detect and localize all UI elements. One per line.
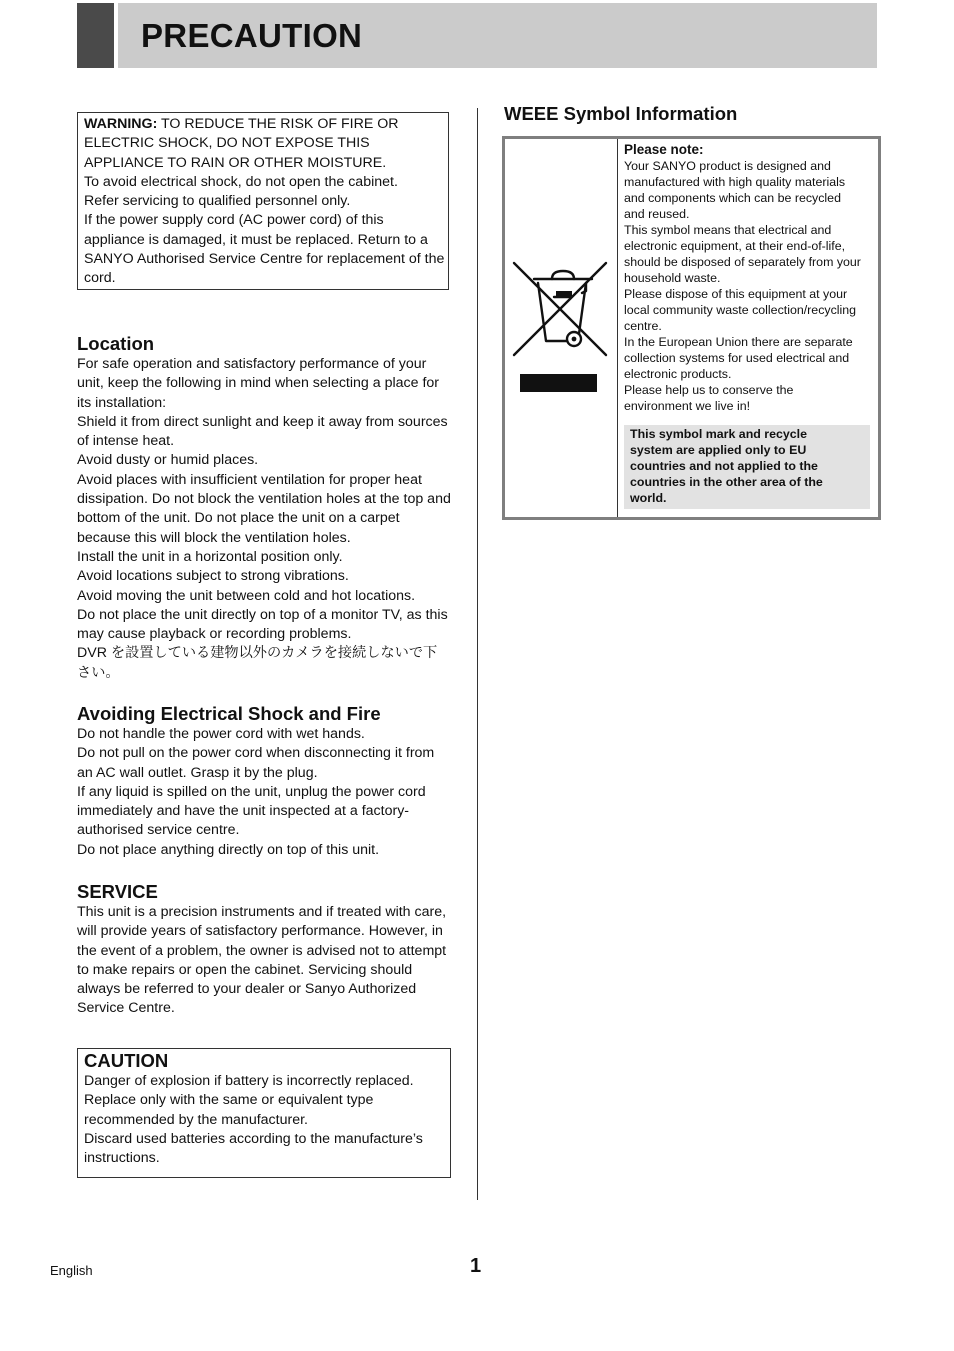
location-line: because this will block the ventilation holes. <box>77 529 351 546</box>
warning-first-line <box>84 115 442 134</box>
warning-line: appliance is damaged, it must be replaced. Return to a <box>84 231 428 248</box>
weee-line: local community waste collection/recycling <box>624 303 857 317</box>
service-heading: SERVICE <box>77 881 158 902</box>
eu-notice-line: This symbol mark and recycle <box>630 427 807 441</box>
weee-line: centre. <box>624 319 662 333</box>
location-line: may cause playback or recording problems. <box>77 626 352 643</box>
warning-line: APPLIANCE TO RAIN OR OTHER MOISTURE. <box>84 154 387 171</box>
location-section <box>77 333 452 683</box>
caution-box <box>77 1048 451 1178</box>
location-line: unit, keep the following in mind when selecting a place for <box>77 375 439 392</box>
service-line: Service Centre. <box>77 1000 175 1017</box>
caution-line: Discard used batteries according to the manufacture’s <box>84 1130 423 1147</box>
shock-heading: Avoiding Electrical Shock and Fire <box>77 703 381 724</box>
warning-line: ELECTRIC SHOCK, DO NOT EXPOSE THIS <box>84 135 370 152</box>
weee-date-bar <box>520 374 597 392</box>
weee-line: and reused. <box>624 207 690 221</box>
location-heading: Location <box>77 333 155 354</box>
weee-line: household waste. <box>624 271 721 285</box>
location-line: bottom of the unit. Do not place the unit on a carpet <box>77 510 400 527</box>
service-line: the event of a problem, the owner is advised not to attempt <box>77 942 447 959</box>
shock-line: Do not pull on the power cord when disconnecting it from <box>77 745 435 762</box>
weee-line: should be disposed of separately from your <box>624 255 861 269</box>
weee-line: environment we live in! <box>624 399 751 413</box>
warning-box <box>77 112 449 290</box>
weee-line: electronic equipment, at their end-of-life, <box>624 239 846 253</box>
weee-line: and components which can be recycled <box>624 191 841 205</box>
shock-line: If any liquid is spilled on the unit, unplug the power cord <box>77 783 426 800</box>
page-number: 1 <box>470 1255 482 1277</box>
weee-line: electronic products. <box>624 367 732 381</box>
shock-section <box>77 703 452 860</box>
weee-line: Please help us to conserve the <box>624 383 794 397</box>
weee-note-text <box>624 142 876 414</box>
service-line: always be referred to your dealer or Sanyo Authorized <box>77 981 417 998</box>
caution-heading: CAUTION <box>84 1050 169 1071</box>
location-line: Avoid locations subject to strong vibrations. <box>77 568 349 585</box>
page-title: PRECAUTION <box>141 17 363 54</box>
weee-line: manufactured with high quality materials <box>624 175 846 189</box>
shock-line: immediately and have the unit inspected at a factory- <box>77 803 410 820</box>
warning-line: Refer servicing to qualified personnel only. <box>84 193 351 210</box>
eu-notice-line: countries in the other area of the <box>630 475 823 489</box>
weee-line: Your SANYO product is designed and <box>624 159 831 173</box>
shock-line: an AC wall outlet. Grasp it by the plug. <box>77 764 318 781</box>
warning-line: SANYO Authorised Service Centre for replacement of the <box>84 251 445 268</box>
eu-notice-line: countries and not applied to the <box>630 459 818 473</box>
caution-line: recommended by the manufacturer. <box>84 1111 308 1128</box>
weee-box-divider <box>617 139 618 517</box>
location-line: Avoid dusty or humid places. <box>77 452 259 469</box>
weee-line: collection systems for used electrical and <box>624 351 850 365</box>
caution-line: Danger of explosion if battery is incorrectly replaced. <box>84 1073 414 1089</box>
weee-line: Please dispose of this equipment at your <box>624 287 848 301</box>
location-line: dissipation. Do not block the ventilation holes at the top and <box>77 491 451 508</box>
weee-info-box <box>502 136 881 520</box>
shock-line: Do not place anything directly on top of this unit. <box>77 841 380 858</box>
location-line: its installation: <box>77 394 167 411</box>
eu-notice-line: world. <box>630 491 667 505</box>
warning-first-line-text: TO REDUCE THE RISK OF FIRE OR <box>157 116 399 132</box>
column-divider <box>477 108 478 1200</box>
caution-line: Replace only with the same or equivalent type <box>84 1092 374 1109</box>
warning-line: cord. <box>84 270 116 287</box>
weee-line: In the European Union there are separate <box>624 335 853 349</box>
service-line: to make repairs or open the cabinet. Servicing should <box>77 961 413 978</box>
location-line: For safe operation and satisfactory performance of your <box>77 356 427 372</box>
service-line: will provide years of satisfactory performance. However, in <box>77 923 443 940</box>
please-note-label: Please note: <box>624 142 704 157</box>
location-line: Shield it from direct sunlight and keep it away from sources <box>77 413 448 430</box>
location-line: さい。 <box>77 664 120 681</box>
warning-label: WARNING: <box>84 116 158 132</box>
weee-line: This symbol means that electrical and <box>624 223 832 237</box>
weee-heading: WEEE Symbol Information <box>504 103 738 124</box>
footer-language: English <box>50 1263 93 1278</box>
location-line: Avoid moving the unit between cold and hot locations. <box>77 587 416 604</box>
header-accent-block <box>77 3 114 68</box>
caution-line: instructions. <box>84 1150 160 1167</box>
warning-line: To avoid electrical shock, do not open the cabinet. <box>84 173 398 190</box>
shock-line: authorised service centre. <box>77 822 240 839</box>
shock-line: Do not handle the power cord with wet hands. <box>77 726 365 742</box>
location-line: Avoid places with insufficient ventilation for proper heat <box>77 471 422 488</box>
location-line: of intense heat. <box>77 433 175 450</box>
location-line: Install the unit in a horizontal position only. <box>77 548 343 565</box>
location-line: DVR を設置している建物以外のカメラを接続しないで下 <box>77 645 438 662</box>
eu-only-notice <box>624 425 870 509</box>
warning-line: If the power supply cord (AC power cord) of this <box>84 212 384 229</box>
eu-notice-line: system are applied only to EU <box>630 443 807 457</box>
crossed-out-wheelie-bin-icon <box>512 257 608 357</box>
location-line: Do not place the unit directly on top of a monitor TV, as this <box>77 606 448 623</box>
service-line: This unit is a precision instruments and if treated with care, <box>77 904 447 920</box>
service-section <box>77 881 452 1019</box>
